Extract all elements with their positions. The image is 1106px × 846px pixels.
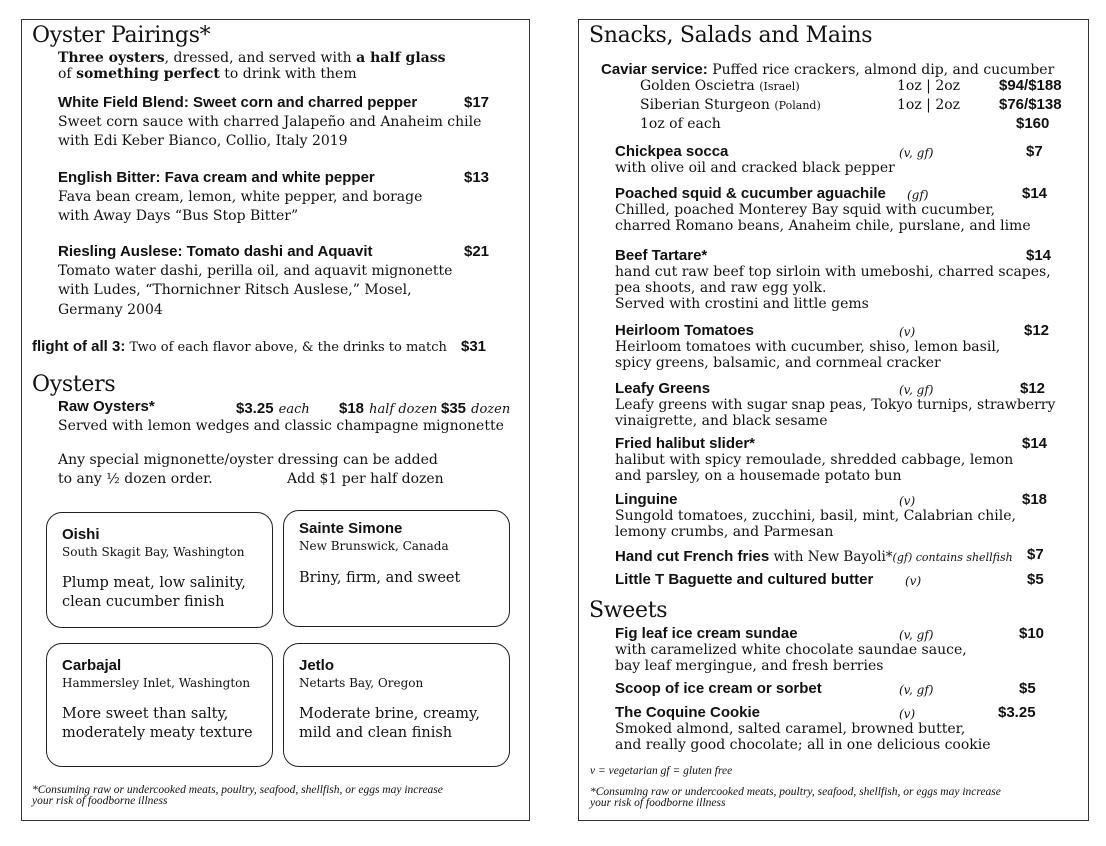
caviar-service-line: Caviar service: Puffed rice crackers, almond dip, and cucumber [601, 61, 1055, 78]
menu-item-tag: (v) [899, 494, 916, 508]
disclaimer-line2: your risk of foodborne illness [590, 797, 726, 809]
caviar-name: 1oz of each [640, 116, 721, 132]
oyster-card [283, 643, 510, 767]
menu-item-name: Leafy Greens [615, 380, 711, 397]
pairing-name: English Bitter: Fava cream and white pepper [58, 169, 375, 186]
oyster-name: Oishi [62, 526, 100, 543]
left-menu-panel [21, 19, 530, 821]
pairing-desc: with Edi Keber Bianco, Collio, Italy 2019 [58, 133, 348, 149]
menu-item-tag: (v, gf) [899, 383, 934, 397]
disclaimer-line1: *Consuming raw or undercooked meats, poultry, seafood, shellfish, or eggs may increase [590, 786, 1001, 798]
oyster-location: Hammersley Inlet, Washington [62, 676, 251, 690]
menu-item-desc: Chilled, poached Monterey Bay squid with cucumber, [615, 202, 996, 218]
oyster-location: New Brunswick, Canada [299, 539, 449, 553]
oyster-card [46, 512, 273, 628]
sweet-item-tag: (v) [899, 707, 916, 721]
sweet-item-name: The Coquine Cookie [615, 704, 761, 721]
pairing-price: $21 [464, 243, 490, 260]
menu-item-price: $18 [1022, 491, 1048, 508]
oyster-desc: Briny, firm, and sweet [299, 570, 461, 586]
menu-item-price: $14 [1022, 435, 1048, 452]
raw-price-dozen: $35 dozen [441, 400, 511, 417]
pairing-desc: Fava bean cream, lemon, white pepper, and borage [58, 189, 423, 205]
right-menu-panel [578, 19, 1089, 821]
sweet-item-desc: with caramelized white chocolate saundae sauce, [615, 642, 967, 658]
menu-item-desc: Sungold tomatoes, zucchini, basil, mint, Calabrian chile, [615, 508, 1016, 524]
sweet-item-name: Fig leaf ice cream sundae [615, 625, 798, 642]
raw-price-each: $3.25 each [236, 400, 310, 417]
menu-item-name: Linguine [615, 491, 678, 508]
baguette-price: $5 [1027, 571, 1044, 588]
menu-item-price: $12 [1024, 322, 1050, 339]
oyster-name: Sainte Simone [299, 520, 403, 537]
pairing-desc: Tomato water dashi, perilla oil, and aquavit mignonette [58, 263, 453, 279]
pairing-desc: with Ludes, “Thornichner Ritsch Auslese,” Mosel, [58, 282, 412, 298]
oyster-desc: More sweet than salty, moderately meaty texture [62, 706, 253, 741]
pairing-price: $17 [464, 94, 490, 111]
caviar-size: 1oz | 2oz [897, 97, 961, 113]
caviar-name: Golden Oscietra (Israel) [640, 78, 800, 94]
menu-item-desc: Leafy greens with sugar snap peas, Tokyo turnips, strawberry [615, 397, 1056, 413]
sweet-item-tag: (v, gf) [899, 683, 934, 697]
sweet-item-desc: bay leaf mergingue, and fresh berries [615, 658, 884, 674]
menu-item-price: $12 [1020, 380, 1046, 397]
menu-item-price: $14 [1022, 185, 1048, 202]
flight-price: $31 [461, 338, 487, 355]
oyster-location: Netarts Bay, Oregon [299, 676, 424, 690]
oyster-desc: Plump meat, low salinity, clean cucumber finish [62, 575, 246, 610]
fries-line: Hand cut French fries with New Bayoli*(gf) contains shellfish [615, 548, 1013, 565]
menu-item-desc: with olive oil and cracked black pepper [615, 160, 895, 176]
sweet-item-price: $10 [1019, 625, 1045, 642]
menu-item-desc: charred Romano beans, Anaheim chile, purslane, and lime [615, 218, 1031, 234]
special-line2-price: Add $1 per half dozen [287, 471, 444, 487]
menu-item-desc: hand cut raw beef top sirloin with umeboshi, charred scapes, [615, 264, 1051, 280]
sweet-item-tag: (v, gf) [899, 628, 934, 642]
pairing-desc: with Away Days “Bus Stop Bitter” [58, 208, 299, 224]
pairing-price: $13 [464, 169, 490, 186]
baguette-name: Little T Baguette and cultured butter [615, 571, 874, 588]
menu-item-tag: (v) [899, 325, 916, 339]
menu-item-desc: Heirloom tomatoes with cucumber, shiso, lemon basil, [615, 339, 1001, 355]
oyster-location: South Skagit Bay, Washington [62, 545, 245, 559]
sweet-item-desc: and really good chocolate; all in one delicious cookie [615, 737, 991, 753]
pairing-name: Riesling Auslese: Tomato dashi and Aquavit [58, 243, 373, 260]
caviar-price: $160 [1016, 115, 1050, 132]
menu-item-price: $14 [1026, 247, 1052, 264]
menu-item-desc: halibut with spicy remoulade, shredded cabbage, lemon [615, 452, 1014, 468]
menu-item-desc: vinaigrette, and black sesame [615, 413, 828, 429]
disclaimer-line2: your risk of foodborne illness [32, 795, 168, 807]
menu-item-desc: spicy greens, balsamic, and cornmeal cracker [615, 355, 941, 371]
raw-price-half: $18 half dozen [339, 400, 438, 417]
raw-oysters-name: Raw Oysters* [58, 398, 155, 415]
oyster-card [46, 643, 273, 767]
raw-oysters-desc: Served with lemon wedges and classic champagne mignonette [58, 418, 504, 434]
sweet-item-price: $3.25 [998, 704, 1036, 721]
menu-item-name: Beef Tartare* [615, 247, 708, 264]
pairing-desc: Sweet corn sauce with charred Jalapeño and Anaheim chile [58, 114, 482, 130]
pairings-intro-line1: Three oysters, dressed, and served with a half glass [58, 50, 446, 66]
sweet-item-price: $5 [1019, 680, 1036, 697]
baguette-tag: (v) [905, 574, 922, 588]
fries-price: $7 [1027, 546, 1044, 563]
menu-item-desc: pea shoots, and raw egg yolk. [615, 280, 827, 296]
flight-line: flight of all 3: Two of each flavor above, & the drinks to match [32, 338, 447, 355]
pairing-desc: Germany 2004 [58, 302, 163, 318]
oysters-title: Oysters [32, 372, 116, 397]
oyster-name: Carbajal [62, 657, 122, 674]
menu-item-tag: (v, gf) [899, 146, 934, 160]
pairing-name: White Field Blend: Sweet corn and charred pepper [58, 94, 418, 111]
oyster-desc: Moderate brine, creamy, mild and clean finish [299, 706, 480, 741]
sweet-item-desc: Smoked almond, salted caramel, browned butter, [615, 721, 966, 737]
caviar-name: Siberian Sturgeon (Poland) [640, 97, 821, 113]
menu-item-name: Fried halibut slider* [615, 435, 756, 452]
menu-item-name: Chickpea socca [615, 143, 729, 160]
menu-item-desc: Served with crostini and little gems [615, 296, 869, 312]
caviar-size: 1oz | 2oz [897, 78, 961, 94]
menu-item-desc: lemony crumbs, and Parmesan [615, 524, 834, 540]
oyster-pairings-title: Oyster Pairings* [32, 23, 211, 48]
menu-item-tag: (gf) [907, 188, 929, 202]
diet-legend: v = vegetarian gf = gluten free [590, 765, 733, 777]
special-line1: Any special mignonette/oyster dressing can be added [58, 452, 438, 468]
caviar-price: $94/$188 [999, 77, 1062, 94]
sweets-title: Sweets [589, 598, 668, 623]
oyster-name: Jetlo [299, 657, 335, 674]
menu-item-name: Poached squid & cucumber aguachile [615, 185, 886, 202]
sweet-item-name: Scoop of ice cream or sorbet [615, 680, 822, 697]
menu-item-name: Heirloom Tomatoes [615, 322, 754, 339]
menu-item-price: $7 [1026, 143, 1043, 160]
oyster-card [283, 510, 510, 627]
special-line2: to any ½ dozen order. [58, 471, 213, 487]
menu-item-desc: and parsley, on a housemade potato bun [615, 468, 902, 484]
caviar-price: $76/$138 [999, 96, 1062, 113]
snacks-title: Snacks, Salads and Mains [589, 23, 873, 48]
pairings-intro-line2: of something perfect to drink with them [58, 66, 357, 82]
disclaimer-line1: *Consuming raw or undercooked meats, poultry, seafood, shellfish, or eggs may increase [32, 784, 443, 796]
